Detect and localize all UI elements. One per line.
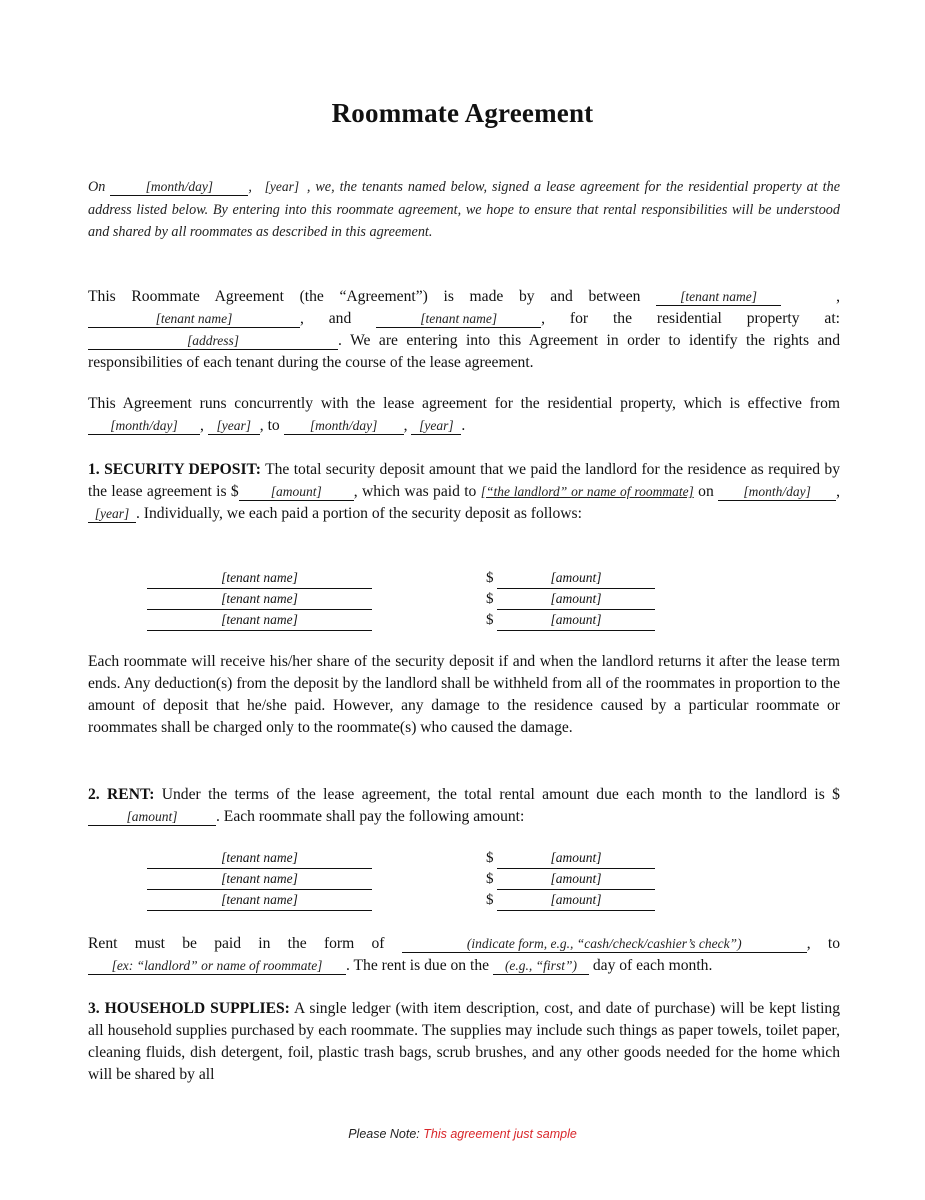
rent-paragraph <box>88 784 840 828</box>
section-heading: 1. SECURITY DEPOSIT: <box>88 461 261 478</box>
term-text: , <box>200 417 208 434</box>
security-text: The total security deposit amount that we paid the landlord for the residence as required by the lease agreement is $ <box>88 461 840 500</box>
rent-text: . The rent is due on the <box>346 957 493 974</box>
amount-field[interactable]: [amount] <box>497 610 655 631</box>
household-supplies-paragraph <box>88 998 840 1086</box>
tenant-name-field[interactable]: [tenant name] <box>656 288 781 306</box>
amount-field[interactable]: [amount] <box>497 848 655 869</box>
rent-text: day of each month. <box>588 957 713 974</box>
intro-text: , <box>248 179 257 195</box>
security-text: on <box>693 483 719 500</box>
due-day-field[interactable]: (e.g., “first”) <box>493 957 589 975</box>
tenant-name-field[interactable]: [tenant name] <box>147 610 372 631</box>
year-field[interactable]: [year] <box>264 179 300 194</box>
supplies-text: A single ledger (with item description, cost, and date of purchase) will be kept listing all household supplies purchased by each roommate. The supplies may include such things as paper towels, toilet paper, cleaning fluids, dish detergent, foil, plastic trash bags, scrub brushes, and any other goods needed for the home which will be shared by all <box>88 1000 840 1083</box>
tenant-name-field[interactable]: [tenant name] <box>376 310 541 328</box>
section-heading: 3. HOUSEHOLD SUPPLIES: <box>88 1000 290 1017</box>
from-year-field[interactable]: [year] <box>208 417 260 435</box>
parties-text: , and <box>300 310 377 327</box>
tenant-name-field[interactable]: [tenant name] <box>88 310 300 328</box>
dollar-sign: $ <box>486 871 494 887</box>
deposit-share-row <box>0 589 925 610</box>
section-heading: 2. RENT: <box>88 786 155 803</box>
deposit-payee-field[interactable]: [“the landlord” or name of roommate] <box>480 484 694 499</box>
deposit-return-paragraph: Each roommate will receive his/her share of the security deposit if and when the landlord returns it after the lease term ends. Any deduction(s) from the deposit by the landlord shall be withheld from all of the roommates in proportion to the amount of deposit that he/she paid. However, any damage to the residence caused by a particular roommate or roommates shall be charged only to the roommate(s) who caused the damage. <box>88 653 840 736</box>
term-text: , <box>403 417 412 434</box>
rent-share-row <box>0 890 925 911</box>
intro-text: , we, the tenants named below, signed a lease agreement for the residential property at the address listed below. By entering into this roommate agreement, we hope to ensure that rental responsibilities will be understood and shared by all roommates as described in this agreement. <box>88 179 841 240</box>
rent-text: Under the terms of the lease agreement, the total rental amount due each month to the landlord is $ <box>154 786 840 803</box>
term-text: , to <box>259 417 284 434</box>
rent-payment-paragraph <box>88 933 840 977</box>
month-day-field[interactable]: [month/day] <box>110 178 248 196</box>
term-paragraph <box>88 393 840 437</box>
to-month-day-field[interactable]: [month/day] <box>284 417 404 435</box>
parties-text: , for the residential property at: <box>541 310 840 327</box>
tenant-name-field[interactable]: [tenant name] <box>147 589 372 610</box>
rent-amount-field[interactable]: [amount] <box>88 808 216 826</box>
intro-text: On <box>88 179 111 195</box>
deposit-share-row <box>0 610 925 631</box>
dollar-sign: $ <box>486 850 494 866</box>
rent-share-row <box>0 848 925 869</box>
from-month-day-field[interactable]: [month/day] <box>88 417 200 435</box>
dollar-sign: $ <box>486 612 494 628</box>
security-text: , which was paid to <box>353 483 481 500</box>
rent-text: . Each roommate shall pay the following amount: <box>216 808 525 825</box>
deposit-year-field[interactable]: [year] <box>88 505 136 523</box>
deposit-amount-field[interactable]: [amount] <box>239 483 354 501</box>
tenant-name-field[interactable]: [tenant name] <box>147 848 372 869</box>
note-text: This agreement just sample <box>419 1127 577 1141</box>
parties-paragraph <box>88 286 840 374</box>
amount-field[interactable]: [amount] <box>497 589 655 610</box>
payment-form-field[interactable]: (indicate form, e.g., “cash/check/cashier’s check”) <box>402 935 807 953</box>
deposit-share-row <box>0 568 925 589</box>
dollar-sign: $ <box>486 591 494 607</box>
security-text: . Individually, we each paid a portion of the security deposit as follows: <box>136 505 582 522</box>
deposit-share-table <box>0 568 925 631</box>
tenant-name-field[interactable]: [tenant name] <box>147 890 372 911</box>
rent-share-row <box>0 869 925 890</box>
note-label: Please Note: <box>348 1127 420 1141</box>
security-deposit-paragraph <box>88 459 840 525</box>
sample-note <box>0 1127 925 1141</box>
dollar-sign: $ <box>486 570 494 586</box>
deposit-month-day-field[interactable]: [month/day] <box>718 483 836 501</box>
amount-field[interactable]: [amount] <box>497 869 655 890</box>
term-text: This Agreement runs concurrently with the lease agreement for the residential property, which is effective from <box>88 395 840 412</box>
rent-text: , to <box>806 935 840 952</box>
parties-text: . We are entering into this Agreement in order to identify the rights and responsibilities of each tenant during the course of the lease agreement. <box>88 332 840 371</box>
dollar-sign: $ <box>486 892 494 908</box>
amount-field[interactable]: [amount] <box>497 568 655 589</box>
intro-paragraph <box>88 176 840 244</box>
rent-text: Rent must be paid in the form of <box>88 935 402 952</box>
document-title: Roommate Agreement <box>331 98 594 128</box>
tenant-name-field[interactable]: [tenant name] <box>147 568 372 589</box>
security-text: , <box>836 483 841 500</box>
payee-field[interactable]: [ex: “landlord” or name of roommate] <box>88 957 346 975</box>
parties-text: This Roommate Agreement (the “Agreement”) is made by and between <box>88 288 657 305</box>
term-text: . <box>461 417 466 434</box>
to-year-field[interactable]: [year] <box>411 417 461 435</box>
tenant-name-field[interactable]: [tenant name] <box>147 869 372 890</box>
amount-field[interactable]: [amount] <box>497 890 655 911</box>
parties-text: , <box>836 288 840 305</box>
rent-share-table <box>0 848 925 911</box>
address-field[interactable]: [address] <box>88 332 338 350</box>
